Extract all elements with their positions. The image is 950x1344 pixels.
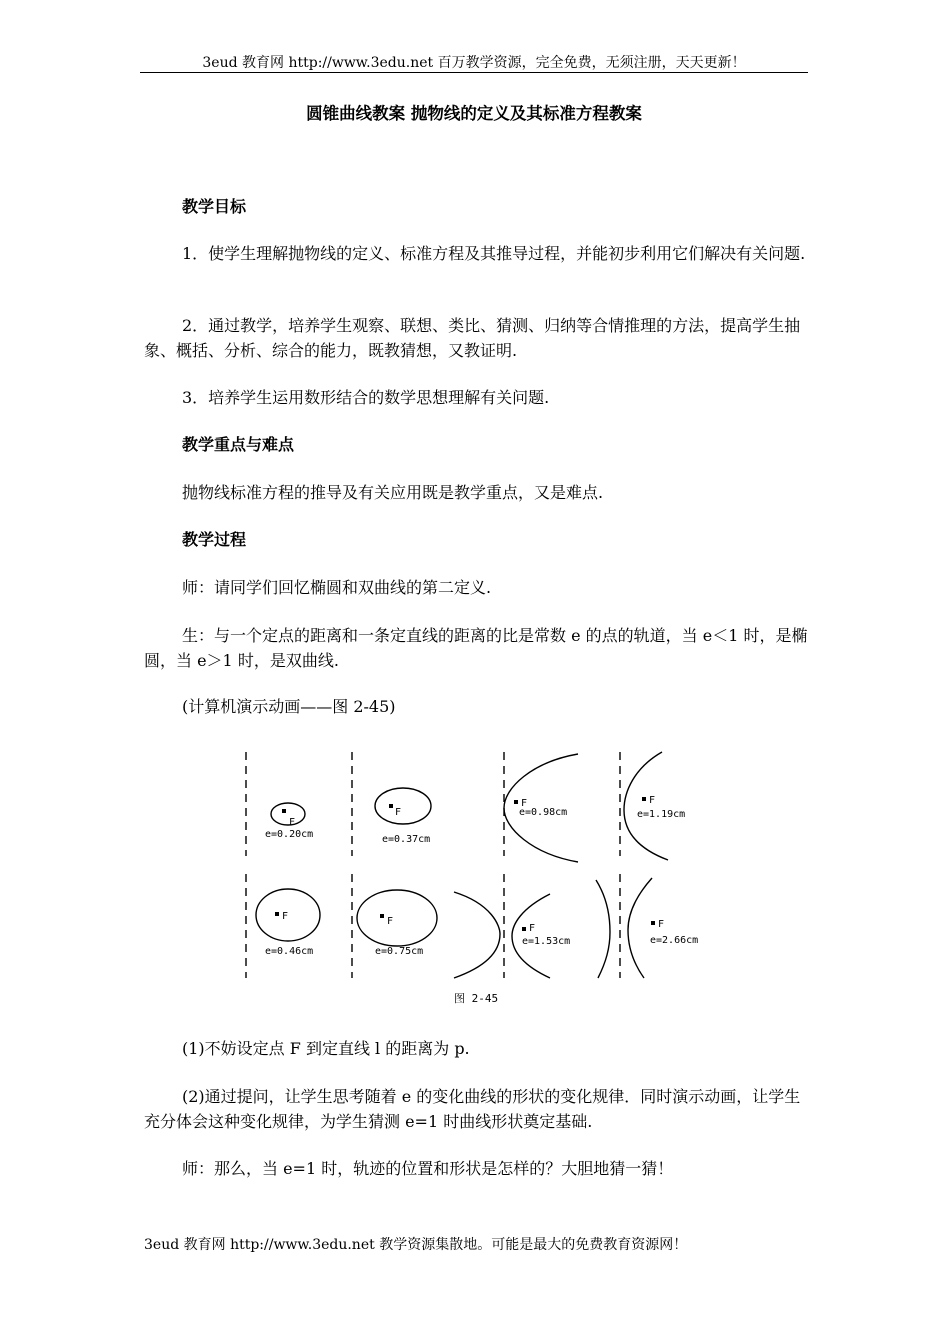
step-1: (1)不妨设定点 F 到定直线 l 的距离为 p. <box>182 1039 470 1058</box>
focus-point <box>380 914 384 918</box>
teacher-line-1: 师：请同学们回忆椭圆和双曲线的第二定义. <box>182 578 492 597</box>
eccentricity-label: e=0.37cm <box>382 834 431 845</box>
focus-point <box>522 927 526 931</box>
student-line-1: 生：与一个定点的距离和一条定直线的距离的比是常数 e 的点的轨道，当 e＜1 时，是椭圆，当 e＞1 时，是双曲线. <box>144 626 808 670</box>
eccentricity-label: e=2.66cm <box>650 935 699 946</box>
goal-1: 1．使学生理解抛物线的定义、标准方程及其推导过程，并能初步利用它们解决有关问题. <box>182 244 806 263</box>
figure-caption: 图 2-45 <box>454 992 499 1005</box>
focus-point <box>275 912 279 916</box>
focus-label: F <box>658 919 665 930</box>
page-footer: 3eud 教育网 http://www.3edu.net 教学资源集散地。可能是最大的免费教育资源网！ <box>144 1237 688 1253</box>
ellipse-curve <box>357 890 437 946</box>
page-header: 3eud 教育网 http://www.3edu.net 百万教学资源，完全免费，无须注册，天天更新！ <box>202 55 746 71</box>
goal-3: 3．培养学生运用数形结合的数学思想理解有关问题. <box>182 388 550 407</box>
ellipse-curve <box>375 788 431 824</box>
hyperbola-branch <box>596 880 610 978</box>
focus-point <box>514 800 518 804</box>
hyperbola-branch <box>628 878 652 978</box>
key-heading: 教学重点与难点 <box>182 435 295 454</box>
page-title: 圆锥曲线教案 抛物线的定义及其标准方程教案 <box>306 104 642 123</box>
step-2: (2)通过提问，让学生思考随着 e 的变化曲线的形状的变化规律．同时演示动画，让学生充分体会这种变化规律，为学生猜测 e=1 时曲线形状奠定基础. <box>144 1087 801 1131</box>
focus-point <box>389 804 393 808</box>
eccentricity-label: e=0.75cm <box>375 946 424 957</box>
goal-heading: 教学目标 <box>182 197 247 216</box>
key-text: 抛物线标准方程的推导及有关应用既是教学重点，又是难点. <box>182 483 604 502</box>
process-heading: 教学过程 <box>182 530 247 549</box>
hyperbola-branch <box>454 892 500 978</box>
focus-label: F <box>289 817 296 828</box>
eccentricity-label: e=1.53cm <box>522 936 571 947</box>
focus-label: F <box>282 911 289 922</box>
eccentricity-label: e=1.19cm <box>637 809 686 820</box>
focus-label: F <box>387 916 394 927</box>
eccentricity-label: e=0.46cm <box>265 946 314 957</box>
focus-label: F <box>649 795 656 806</box>
hyperbola-branch <box>624 752 668 860</box>
focus-point <box>651 921 655 925</box>
figure-2-45 <box>232 744 732 1010</box>
ellipse-curve <box>271 803 305 825</box>
demo-note: (计算机演示动画——图 2-45) <box>182 697 396 716</box>
eccentricity-label: e=0.20cm <box>265 829 314 840</box>
focus-label: F <box>395 807 402 818</box>
focus-label: F <box>521 798 528 809</box>
focus-point <box>282 809 286 813</box>
focus-label: F <box>529 923 536 934</box>
teacher-line-2: 师：那么，当 e=1 时，轨迹的位置和形状是怎样的？大胆地猜一猜！ <box>182 1159 674 1178</box>
focus-point <box>642 797 646 801</box>
eccentricity-label: e=0.98cm <box>519 807 568 818</box>
goal-2: 2．通过教学，培养学生观察、联想、类比、猜测、归纳等合情推理的方法，提高学生抽象、概括、分析、综合的能力，既教猜想，又教证明. <box>144 316 801 360</box>
header-rule <box>140 72 808 73</box>
